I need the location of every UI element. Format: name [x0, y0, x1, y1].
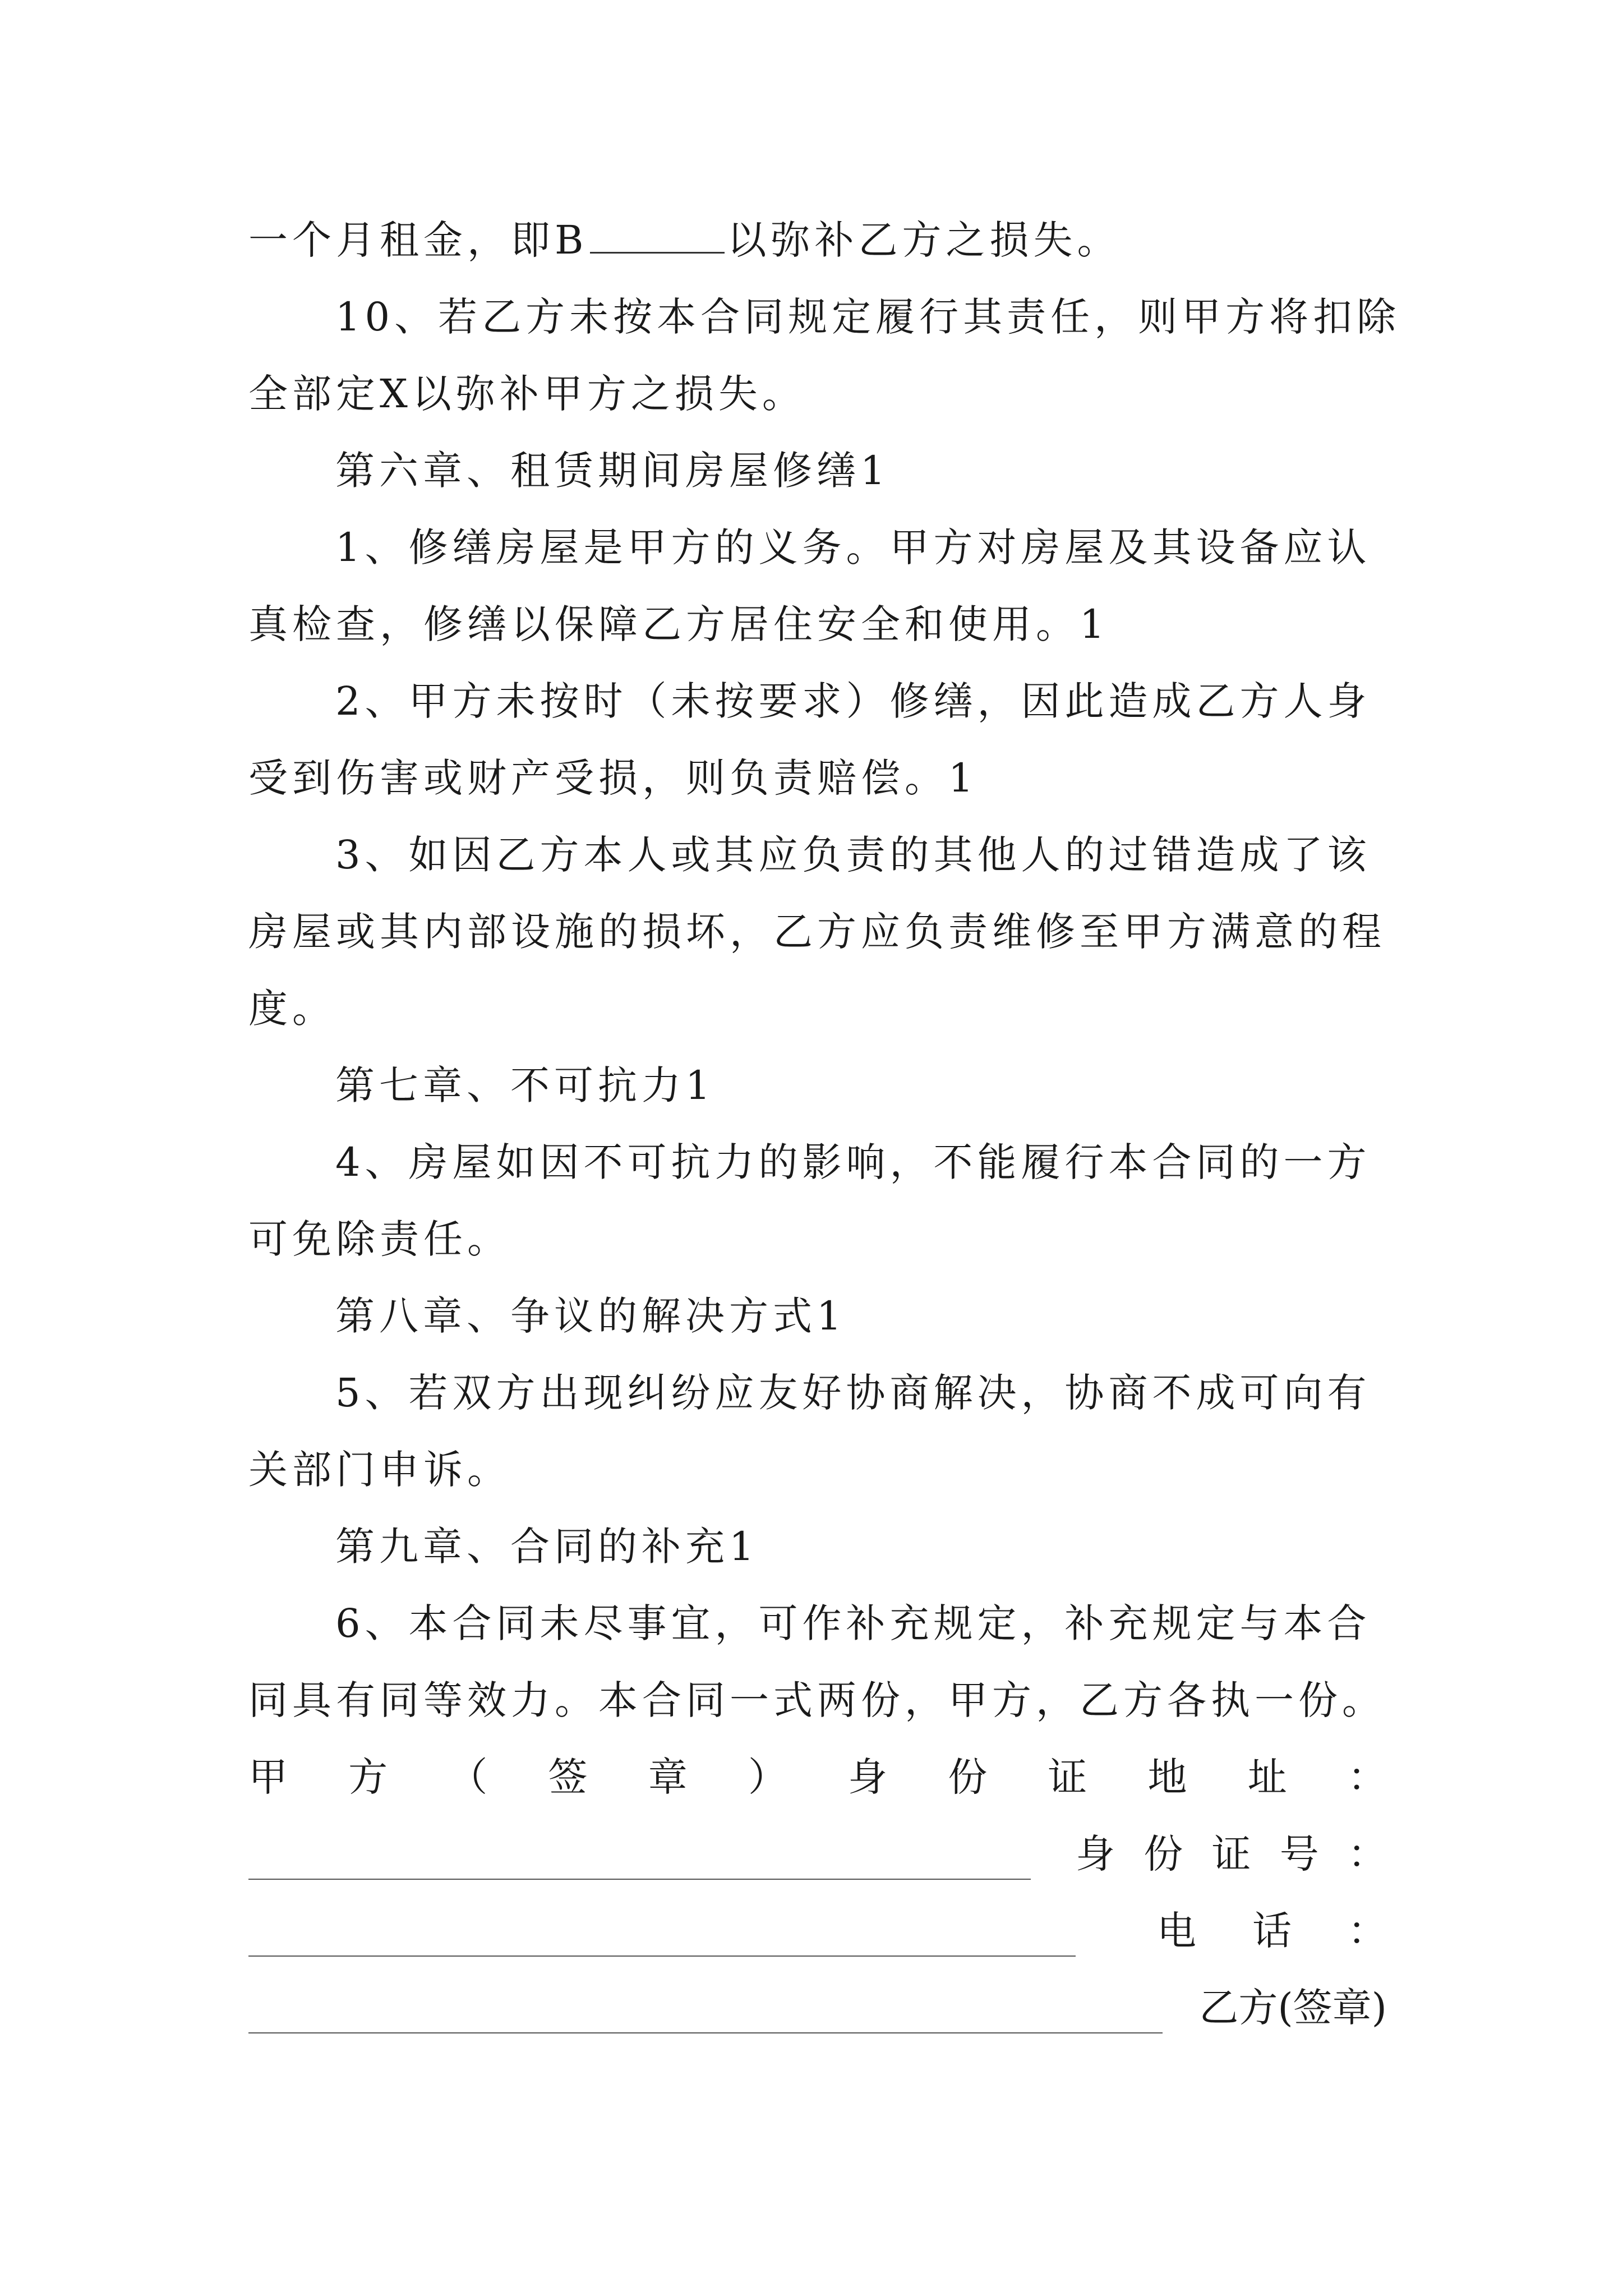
phone-label — [1157, 1893, 1387, 1970]
id-number-blank-line — [248, 1955, 1076, 1957]
chapter-8-heading: 第八章、争议的解决方式1 — [335, 1293, 846, 1339]
body-line-1 — [248, 202, 1387, 279]
clause-4-line-1: 4、房屋如因不可抗力的影响，不能履行本合同的一方 — [335, 1139, 1371, 1185]
sig-char: 地 — [1147, 1754, 1187, 1800]
sig-char: 甲 — [248, 1754, 288, 1800]
chapter-6-heading: 第六章、租赁期间房屋修缮1 — [335, 448, 890, 494]
clause-5-line-1: 5、若双方出现纠纷应友好协商解决，协商不成可向有 — [335, 1370, 1371, 1416]
sig-char: 话 — [1252, 1908, 1292, 1954]
sig-char: 电 — [1157, 1908, 1196, 1954]
signature-row-party-a — [248, 1739, 1387, 1816]
sig-char: 章 — [648, 1754, 688, 1800]
sig-char: （ — [448, 1754, 488, 1800]
clause-2-line-1: 2、甲方未按时（未按要求）修缮，因此造成乙方人身 — [335, 678, 1371, 724]
sig-char: 证 — [1048, 1754, 1087, 1800]
sig-char: 身 — [1076, 1831, 1115, 1877]
sig-char: ： — [1348, 1831, 1387, 1877]
clause-6-line-1: 6、本合同未尽事宜，可作补充规定，补充规定与本合 — [335, 1600, 1371, 1646]
sig-char: ） — [748, 1754, 787, 1800]
clause-5-line-2: 关部门申诉。 — [248, 1447, 511, 1493]
clause-10-line-1: 10、若乙方未按本合同规定履行其责任，则甲方将扣除 — [335, 294, 1401, 340]
party-b-signature-label — [1199, 1970, 1387, 2046]
id-address-blank-line — [248, 1879, 1031, 1880]
chapter-7-heading: 第七章、不可抗力1 — [335, 1062, 715, 1108]
sig-char: ： — [1348, 1908, 1387, 1954]
sig-char: 签 — [548, 1754, 588, 1800]
sig-char: 身 — [848, 1754, 888, 1800]
sig-char: 份 — [948, 1754, 988, 1800]
line-1-text-after: 以弥补乙方之损失。 — [727, 217, 1121, 263]
signature-row-id-number — [248, 1816, 1387, 1893]
contract-body — [248, 202, 1401, 1739]
sig-char: 方 — [348, 1754, 388, 1800]
clause-3-line-1: 3、如因乙方本人或其应负责的其他人的过错造成了该 — [335, 832, 1371, 878]
signature-row-phone — [248, 1893, 1387, 1970]
clause-3-line-3: 度。 — [248, 986, 336, 1032]
sig-char: 份 — [1144, 1831, 1183, 1877]
clause-2-line-2: 受到伤害或财产受损，则负责赔偿。1 — [248, 755, 978, 801]
clause-4-line-2: 可免除责任。 — [248, 1216, 511, 1262]
clause-10-line-2: 全部定X以弥补甲方之损失。 — [248, 371, 806, 417]
sig-char: 址 — [1247, 1754, 1287, 1800]
clause-6-line-2: 同具有同等效力。本合同一式两份，甲方，乙方各执一份。 — [248, 1677, 1386, 1723]
party-a-id-address-label — [248, 1739, 1387, 1816]
chapter-9-heading: 第九章、合同的补充1 — [335, 1524, 759, 1570]
rent-amount-blank — [590, 213, 725, 254]
phone-blank-line — [248, 2032, 1163, 2033]
sig-char: 号 — [1279, 1831, 1319, 1877]
clause-3-line-2: 房屋或其内部设施的损坏，乙方应负责维修至甲方满意的程 — [248, 909, 1386, 955]
sig-char: 证 — [1211, 1831, 1251, 1877]
clause-1-line-2: 真检查，修缮以保障乙方居住安全和使用。1 — [248, 601, 1109, 647]
signature-row-party-b — [248, 1970, 1387, 2046]
sig-char: ： — [1347, 1754, 1387, 1800]
id-number-label — [1076, 1816, 1387, 1893]
party-b-sign-text: 乙方(签章) — [1199, 1985, 1387, 2031]
clause-1-line-1: 1、修缮房屋是甲方的义务。甲方对房屋及其设备应认 — [335, 524, 1371, 570]
line-1-text-before: 一个月租金，即B — [248, 217, 588, 263]
